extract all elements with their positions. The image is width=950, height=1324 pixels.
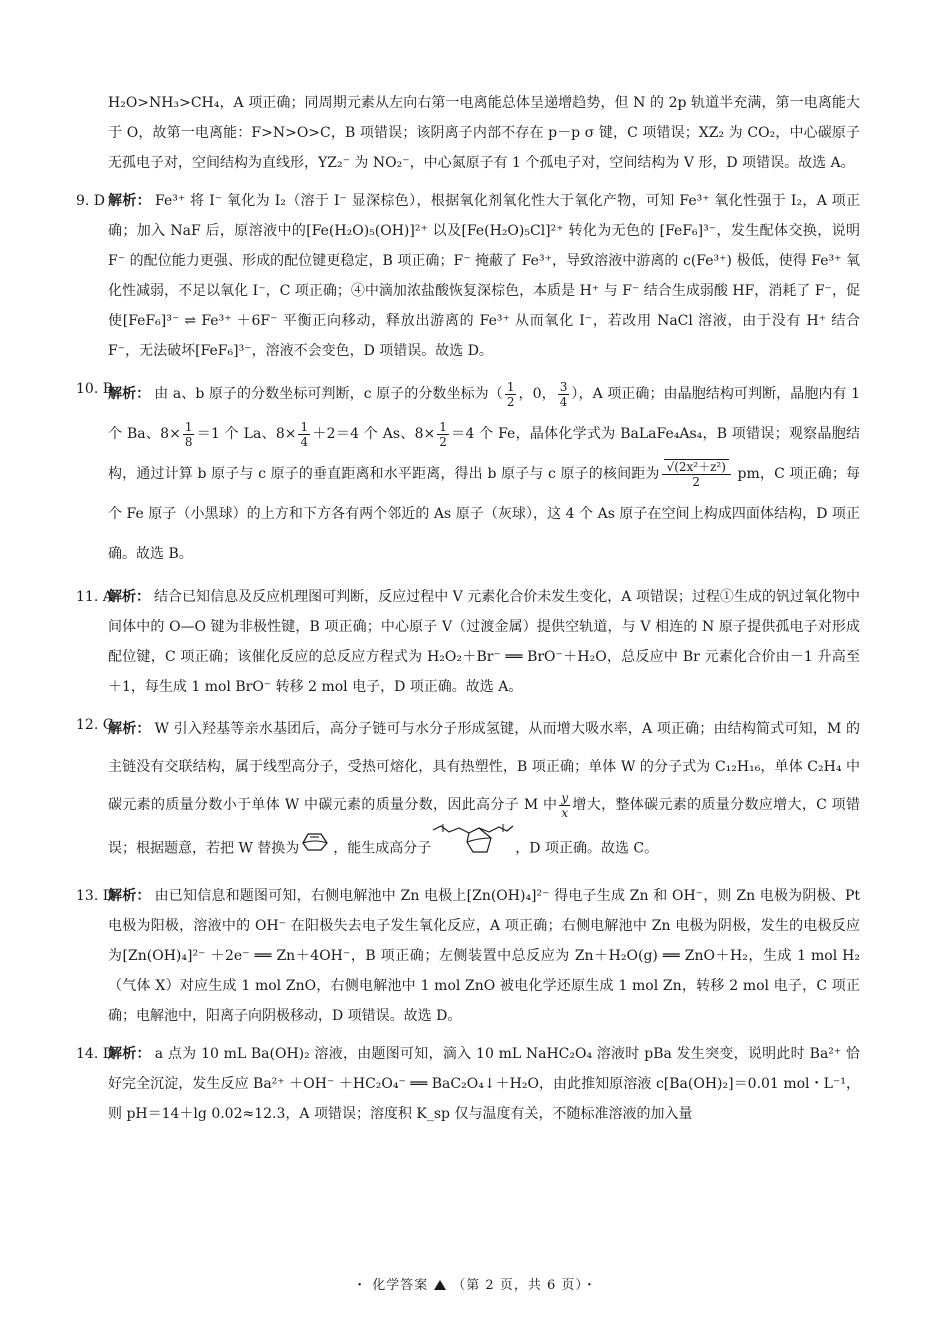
question-10 [76, 374, 861, 574]
question-number: 12. C [76, 717, 114, 733]
analysis-label: 解析： [108, 193, 152, 209]
answer-text [108, 881, 860, 1031]
analysis-body-1c: ），A 项正确；由晶胞结构可判断，晶胞内有 1 个 Ba、8× [108, 386, 861, 442]
question-14 [76, 1039, 860, 1129]
question-12 [76, 710, 860, 873]
norbornene-structure-icon [299, 829, 333, 868]
analysis-body-4: ＝4 个 Fe，晶体化学式为 BaLaFe₄As₄，B 项错误；观察晶胞结构，通过计算 b 原子与 c 原子的垂直距离和水平距离，得出 b 原子与 c 原子的核间距为 [108, 426, 860, 482]
analysis-body: 由已知信息和题图可知，右侧电解池中 Zn 电极上[Zn(OH)₄]²⁻ 得电子生成 Zn 和 OH⁻，则 Zn 电极为阴极、Pt 电极为阳极，溶液中的 OH⁻ 在阳极失去电子发生氧化反应，A 项正确；右侧电解池中 Zn 电极为阴极，发生的电极反应为[Zn(OH)₄]²⁻ ＋2e⁻ ══ Zn＋4OH⁻，B 项正确；左侧装置中总反应为 Zn＋H₂O(g) ══ ZnO＋H₂，生成 1 mol H₂（气体 X）对应生成 1 mol ZnO，右侧电解池中 1 mol ZnO 被电化学还原生成 1 mol Zn，转移 2 mol 电子，C 项正确；电解池中，阳离子向阴极移动，D 项错误。故选 D。 [108, 888, 861, 1024]
question-number: 14. D [76, 1046, 114, 1062]
analysis-body-2: ＝1 个 La、8× [196, 426, 297, 442]
question-number: 13. D [76, 888, 114, 904]
answer-text [108, 710, 860, 873]
analysis-body: 结合已知信息及反应机理图可判断，反应过程中 V 元素化合价未发生变化，A 项错误；过程①生成的钒过氧化物中间体中的 O—O 键为非极性键，B 项正确；中心原子 V（过渡金属）提供空轨道，与 V 相连的 N 原子提供孤电子对形成配位键，C 项正确；该催化反应的总反应方程式为 H₂O₂＋Br⁻ ══ BrO⁻＋H₂O，总反应中 Br 元素化合价由－1 升高至＋1，每生成 1 mol BrO⁻ 转移 2 mol 电子，D 项正确。故选 A。 [108, 589, 860, 695]
analysis-label: 解析： [108, 721, 151, 737]
page-footer [0, 1274, 950, 1293]
footer-page-number: （第 2 页，共 6 页）・ [452, 1278, 597, 1293]
analysis-body: Fe³⁺ 将 I⁻ 氧化为 I₂（溶于 I⁻ 显深棕色），根据氧化剂氧化性大于氧化产物，可知 Fe³⁺ 氧化性强于 I₂，A 项正确；加入 NaF 后，原溶液中的[Fe(H₂O)₅(OH)]²⁺ 以及[Fe(H₂O)₅Cl]²⁺ 转化为无色的 [FeF₆]³⁻，发生配体交换，说明 F⁻ 的配位能力更强、形成的配位键更稳定，B 项正确；F⁻ 掩蔽了 Fe³⁺，导致溶液中游离的 c(Fe³⁺) 极低，使得 Fe³⁺ 氧化性减弱，不足以氧化 I⁻，C 项正确；④中滴加浓盐酸恢复深棕色，本质是 H⁺ 与 F⁻ 结合生成弱酸 HF，消耗了 F⁻，促使[FeF₆]³⁻ ⇌ Fe³⁺ ＋6F⁻ 平衡正向移动，释放出游离的 Fe³⁺ 从而氧化 I⁻，若改用 NaCl 溶液，由于没有 H⁺ 结合 F⁻，无法破坏[FeF₆]³⁻，溶液不会变色，D 项错误。故选 D。 [108, 193, 860, 359]
fraction: $\frac{3}{4}$ [559, 379, 568, 409]
question-number: 10. B [76, 381, 114, 397]
analysis-label: 解析： [108, 386, 151, 402]
fraction-sqrt: $\frac{\text{√(2x²＋z²)}}{2}$ [662, 460, 731, 489]
analysis-label: 解析： [108, 1046, 151, 1062]
fraction: $\frac{1}{8}$ [184, 419, 193, 449]
analysis-body-3: ＋2＝4 个 As、8× [312, 426, 436, 442]
footer-subject: ・ 化学答案 [353, 1278, 429, 1293]
analysis-label: 解析： [108, 888, 151, 904]
fraction: $\frac{1}{2}$ [439, 419, 447, 449]
question-number: 9. D [76, 193, 106, 209]
q8-continuation: H₂O>NH₃>CH₄，A 项正确；同周期元素从左向右第一电离能总体呈递增趋势，但 N 的 2p 轨道半充满，第一电离能大于 O，故第一电离能：F>N>O>C，B 项错误；该阴离子内部不存在 p－p σ 键，C 项错误；XZ₂ 为 CO₂，中心碳原子无孤电子对，空间结构为直线形，YZ₂⁻ 为 NO₂⁻，中心氮原子有 1 个孤电子对，空间结构为 V 形，D 项错误。故选 A。 [108, 95, 860, 171]
analysis-body-2: 增大，整体碳元素的质量分数应增大，C 项错误；根据题意，若把 W 替换为 [108, 797, 860, 857]
triangle-icon [434, 1280, 446, 1290]
question-9 [76, 186, 860, 366]
answer-text [108, 582, 860, 702]
question-11 [76, 582, 860, 702]
analysis-body-5: pm，C 项正确；每个 Fe 原子（小黑球）的上方和下方各有两个邻近的 As 原子（灰球），这 4 个 As 原子在空间上构成四面体结构，D 项正确。故选 B。 [108, 466, 860, 562]
answer-text [108, 374, 860, 574]
question-number: 11. A [76, 589, 113, 605]
analysis-body-1: W 引入羟基等亲水基团后，高分子链可与水分子形成氢键，从而增大吸水率，A 项正确；由结构简式可知，M 的主链没有交联结构，属于线型高分子，受热可熔化，具有热塑性，B 项正确；单体 W 的分子式为 C₁₂H₁₆，单体 C₂H₄ 中碳元素的质量分数小于单体 W 中碳元素的质量分数，因此高分子 M 中 [108, 721, 860, 813]
analysis-body-3: ，能生成高分子 [333, 840, 432, 857]
analysis-body-1b: ，0， [518, 386, 556, 402]
analysis-label: 解析： [108, 589, 151, 605]
polymer-structure-icon [431, 824, 515, 873]
fraction: $\frac{1}{2}$ [506, 379, 515, 409]
analysis-body-4: ，D 项正确。故选 C。 [515, 840, 659, 857]
fraction: $\frac{1}{4}$ [300, 419, 309, 449]
analysis-body-1: 由 a、b 原子的分数坐标可判断，c 原子的分数坐标为（ [154, 386, 503, 402]
page-content [76, 88, 861, 1129]
answer-text [108, 1039, 860, 1129]
answer-text [108, 186, 860, 366]
fraction: $\frac{y}{x}$ [561, 790, 569, 820]
analysis-body: a 点为 10 mL Ba(OH)₂ 溶液，由题图可知，滴入 10 mL NaHC₂O₄ 溶液时 pBa 发生突变，说明此时 Ba²⁺ 恰好完全沉淀，发生反应 Ba²⁺ ＋OH⁻ ＋HC₂O₄⁻ ══ BaC₂O₄↓＋H₂O，由此推知原溶液 c[Ba(OH)₂]＝0.01 mol・L⁻¹，则 pH＝14＋lg 0.02≈12.3，A 项错误；溶度积 K_sp 仅与温度有关，不随标准溶液的加入量 [108, 1046, 860, 1122]
question-13 [76, 881, 861, 1031]
